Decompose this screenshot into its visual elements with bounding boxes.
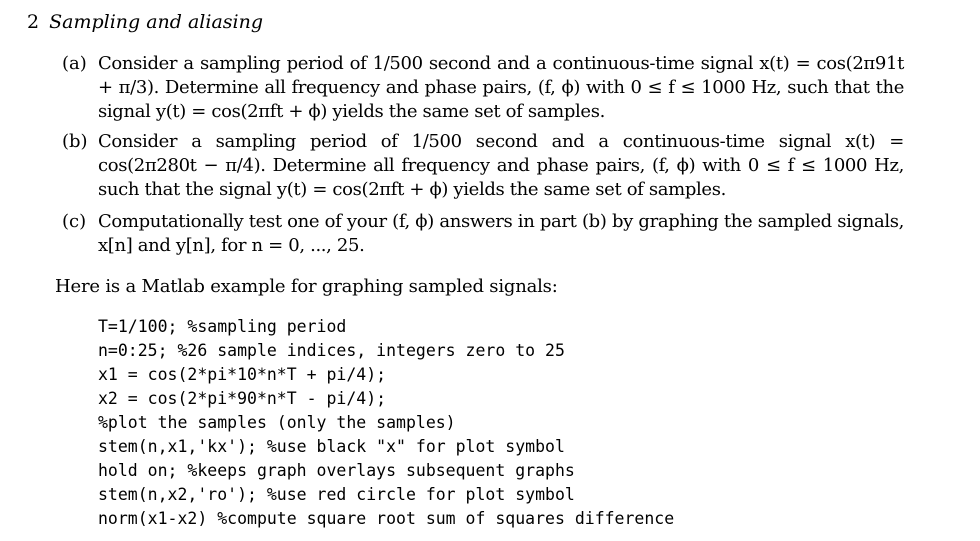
code-line: %plot the samples (only the samples) — [98, 413, 456, 432]
code-line: T=1/100; %sampling period — [98, 317, 347, 336]
problem-item-b — [62, 130, 904, 202]
item-text: Consider a sampling period of 1/500 second and a continuous-time signal x(t) = cos(2π280t − π/4). Determine all frequency and phase pairs, (f, ϕ) with 0 ≤ f ≤ 1000 Hz, such that the signal y(t) = cos(2πft + ϕ) yields the same set of samples. — [98, 131, 904, 200]
code-line: norm(x1-x2) %compute square root sum of squares difference — [98, 509, 675, 528]
problem-item-a — [62, 52, 904, 124]
code-line: stem(n,x2,'ro'); %use red circle for plot symbol — [98, 485, 575, 504]
item-label: (b) — [62, 131, 88, 152]
item-text: Computationally test one of your (f, ϕ) answers in part (b) by graphing the sampled signals, x[n] and y[n], for n = 0, ..., 25. — [98, 211, 904, 256]
item-label: (c) — [62, 211, 87, 232]
matlab-code-block — [98, 315, 674, 531]
problem-item-c — [62, 210, 904, 258]
code-line: hold on; %keeps graph overlays subsequent graphs — [98, 461, 575, 480]
section-heading — [27, 10, 263, 34]
section-title: Sampling and aliasing — [49, 11, 264, 33]
section-number: 2 — [27, 11, 40, 33]
code-line: stem(n,x1,'kx'); %use black "x" for plot symbol — [98, 437, 565, 456]
item-text: Consider a sampling period of 1/500 second and a continuous-time signal x(t) = cos(2π91t + π/3). Determine all frequency and phase pairs, (f, ϕ) with 0 ≤ f ≤ 1000 Hz, such that the signal y(t) = cos(2πft + ϕ) yields the same set of samples. — [98, 53, 904, 122]
code-line: x2 = cos(2*pi*90*n*T - pi/4); — [98, 389, 387, 408]
code-line: n=0:25; %26 sample indices, integers zero to 25 — [98, 341, 565, 360]
code-line: x1 = cos(2*pi*10*n*T + pi/4); — [98, 365, 387, 384]
code-intro: Here is a Matlab example for graphing sampled signals: — [55, 276, 558, 297]
item-label: (a) — [62, 53, 87, 74]
